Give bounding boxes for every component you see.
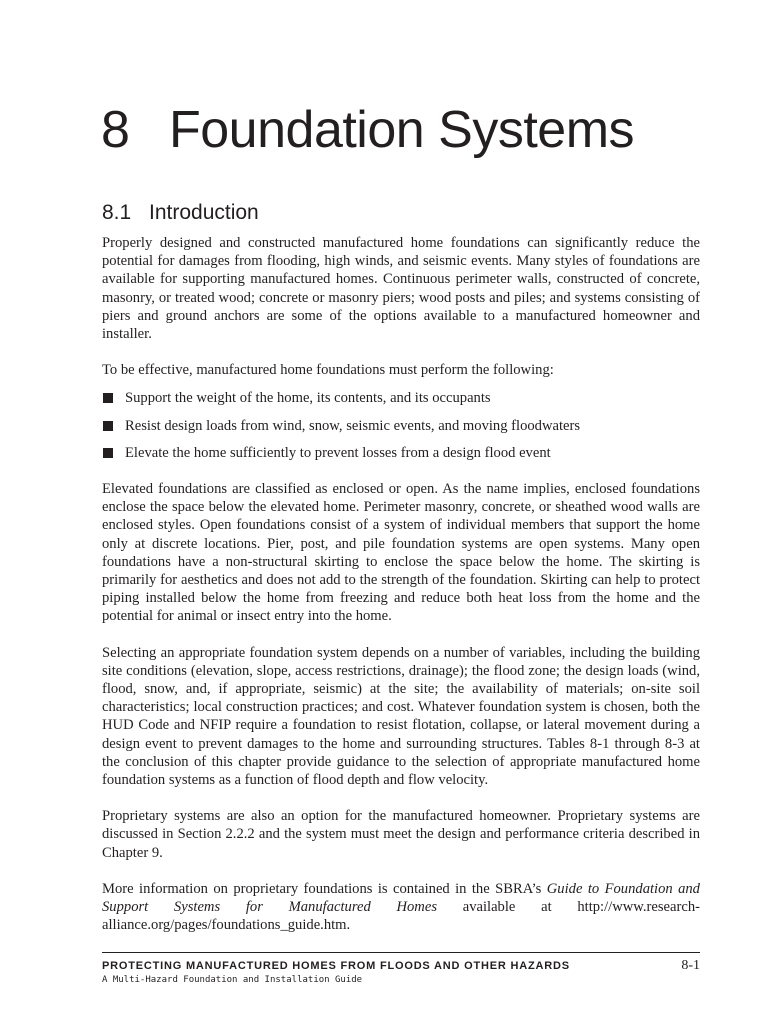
paragraph-requirements-lead: To be effective, manufactured home foundations must perform the following:: [102, 362, 554, 379]
footer-divider: [102, 952, 700, 953]
chapter-number: 8: [101, 101, 130, 159]
requirements-list: [102, 389, 700, 462]
list-item: [102, 389, 700, 407]
list-item: [102, 417, 700, 435]
more-info-link-text: available at http://www.research-alliance.org/pages/foundations_guide.htm.: [102, 899, 701, 934]
paragraph-selecting-system: Selecting an appropriate foundation system depends on a number of variables, including the building site conditions (elevation, slope, access restrictions, drainage); the flood zone; the design loads (wind, flood, snow, and, if appropriate, seismic) at the site; the availability of materials; on-site soil characteristics; local construction practices; and cost. Whatever foundation system is chosen, both the HUD Code and NFIP require a foundation to resist flotation, collapse, or lateral movement during a design event to prevent damages to the home and surrounding structures. Tables 8-1 through 8-3 at the conclusion of this chapter provide guidance to the selection of appropriate manufactured home foundation systems as a function of flood depth and flow velocity.: [102, 644, 700, 789]
square-bullet-icon: [103, 421, 113, 431]
body-text: [102, 234, 700, 953]
chapter-title: [101, 100, 634, 160]
paragraph-elevated-foundations: Elevated foundations are classified as enclosed or open. As the name implies, enclosed foundations enclose the space below the elevated home. Perimeter masonry, concrete, or sheathed wood walls are enclosed styles. Open foundations consist of a system of individual members that support the home only at discrete locations. Pier, post, and pile foundation systems are open systems. Many open foundations have a non-structural skirting to enclose the space below the home. The skirting is primarily for aesthetics and does not add to the strength of the foundation. Skirting can help to protect piping installed below the home from freezing and reduce both heat loss from the home and the potential for animal or insect entry into the home.: [102, 481, 700, 625]
section-number: 8.1: [102, 201, 132, 224]
paragraph-more-info: [102, 880, 700, 935]
list-item-text: Elevate the home sufficiently to prevent losses from a design flood event: [125, 444, 551, 461]
more-info-text: More information on proprietary foundations is contained in the SBRA’s: [102, 880, 547, 897]
square-bullet-icon: [103, 393, 113, 403]
footer-title: PROTECTING MANUFACTURED HOMES FROM FLOODS AND OTHER HAZARDS: [102, 960, 570, 972]
paragraph-proprietary: Proprietary systems are also an option for the manufactured homeowner. Proprietary systems are discussed in Section 2.2.2 and the system must meet the design and performance criteria described in Chapter 9.: [102, 808, 700, 861]
footer-subtitle: A Multi-Hazard Foundation and Installation Guide: [102, 975, 363, 985]
list-item: [102, 444, 700, 462]
page-number: 8-1: [681, 958, 700, 973]
section-title: Introduction: [149, 201, 259, 224]
paragraph-intro: Properly designed and constructed manufactured home foundations can significantly reduce the potential for damages from flooding, high winds, and seismic events. Many styles of foundations are available for supporting manufactured homes. Continuous perimeter walls, constructed of concrete, masonry, or treated wood; concrete or masonry piers; wood posts and piles; and systems consisting of piers and ground anchors are some of the options available to a manufactured homeowner and installer.: [102, 235, 700, 343]
section-heading: [102, 199, 259, 227]
square-bullet-icon: [103, 448, 113, 458]
list-item-text: Resist design loads from wind, snow, seismic events, and moving floodwaters: [125, 417, 581, 434]
list-item-text: Support the weight of the home, its contents, and its occupants: [125, 390, 491, 407]
chapter-title-text: Foundation Systems: [169, 101, 635, 159]
guide-title: Guide to Foundation and Support Systems for Manufactured Homes: [102, 880, 700, 916]
